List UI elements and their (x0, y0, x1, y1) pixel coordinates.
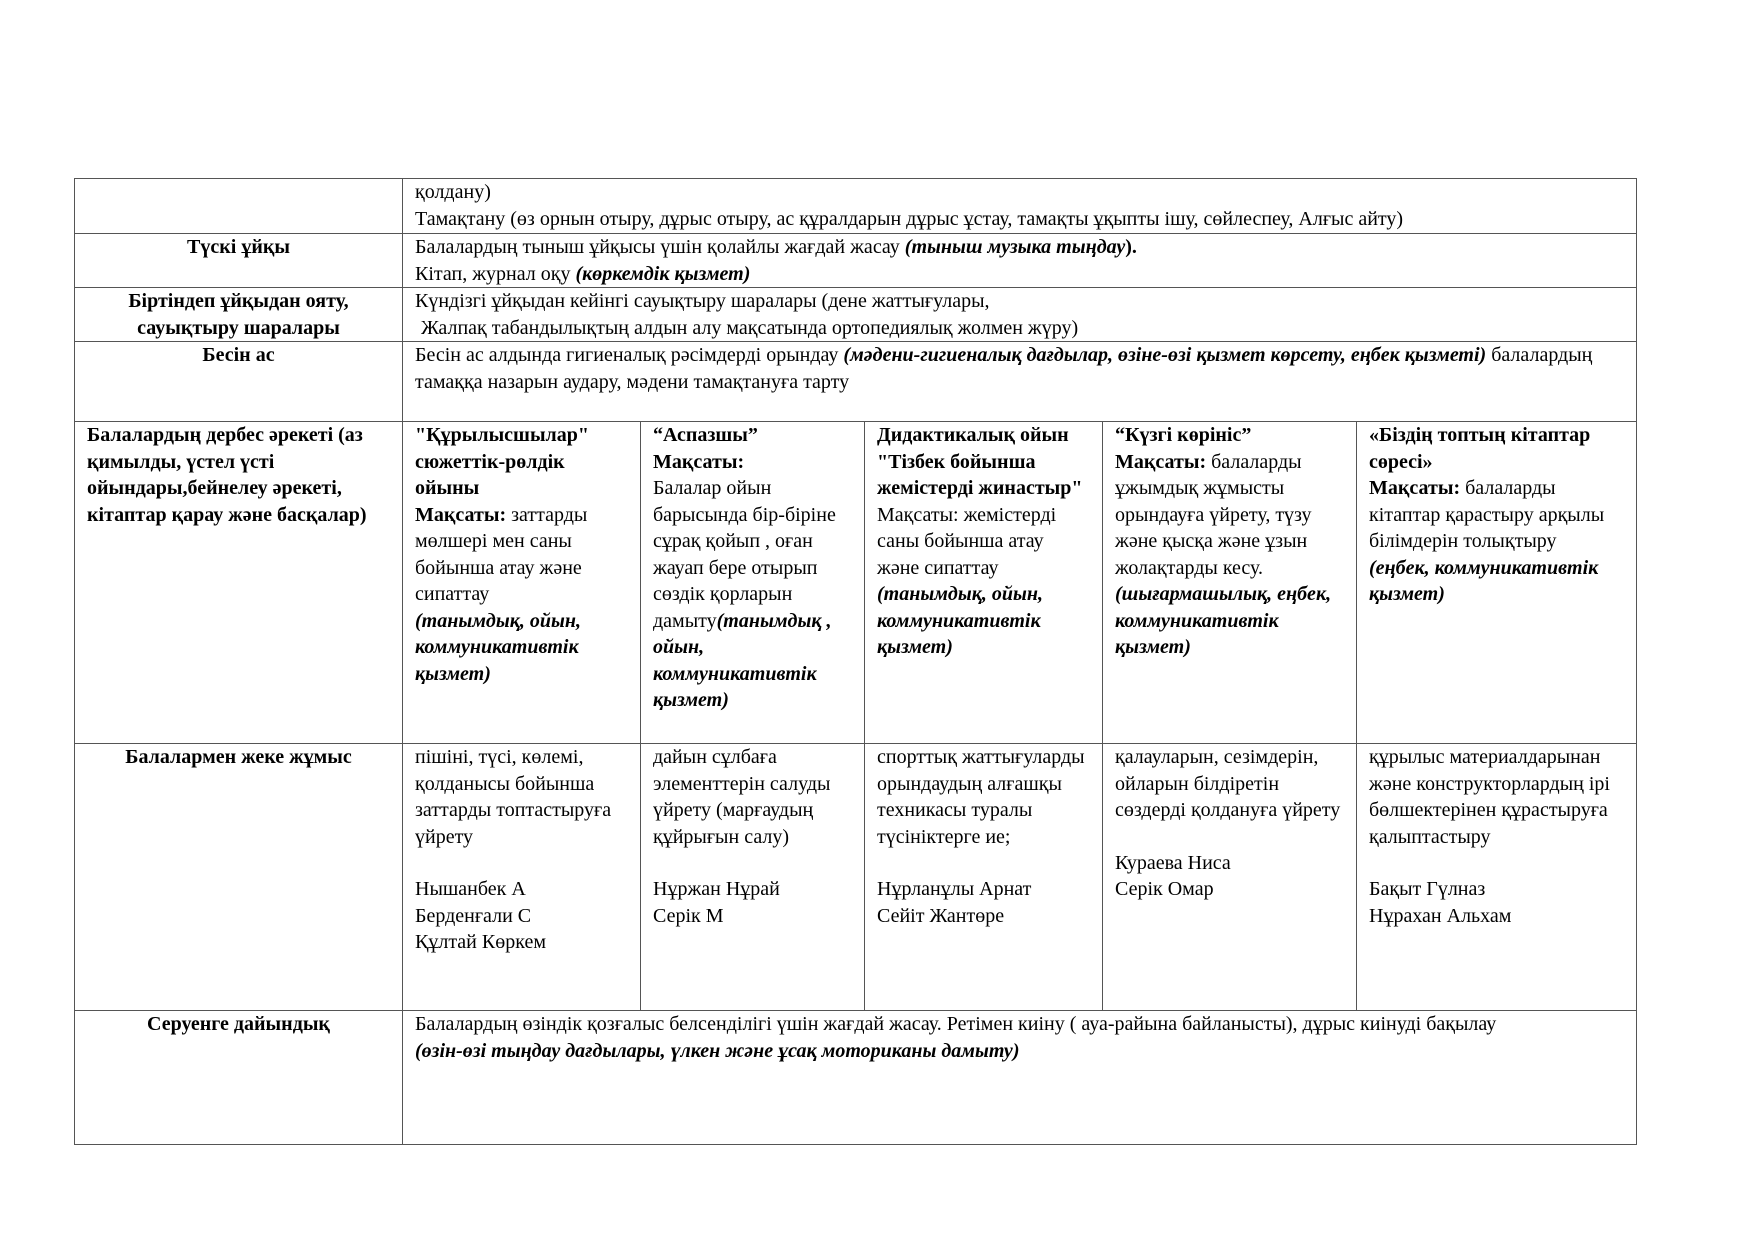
activity-3-title: Дидактикалық ойын "Тізбек бойынша жемістерді жинастыр" (877, 424, 1083, 499)
snack-activity: (мәдени-гигиеналық дағдылар, өзіне-өзі қызмет көрсету, еңбек қызметі) (843, 344, 1487, 366)
individual-2-task: дайын сұлбаға элементтерін салуды үйрету (марғаудың құйрығын салу) (653, 746, 831, 848)
activity-col-4 (1103, 422, 1357, 744)
individual-4-name-2: Серік Омар (1115, 878, 1214, 900)
nap-line2-text: Кітап, журнал оқу (415, 262, 576, 285)
activity-3-tags: (танымдық, ойын, коммуникативтік қызмет) (877, 583, 1043, 658)
row-meal (75, 179, 1637, 234)
row-label-meal (75, 179, 403, 234)
individual-col-5 (1357, 744, 1637, 1011)
activity-col-1 (403, 422, 641, 744)
wake-content (403, 288, 1637, 342)
snack-text: Бесін ас алдында гигиеналық рәсімдерді орындау (415, 344, 844, 366)
activity-1-tags: (танымдық, ойын, коммуникативтік қызмет) (415, 609, 581, 685)
activity-1-goal-text: заттарды мөлшері мен саны бойынша атау және сипаттау (415, 503, 588, 605)
snack-text2: балалардың тамаққа назарын аудару, мәдени тамақтануға тарту (415, 344, 1593, 393)
row-label-activity: Балалардың дербес әрекеті (аз қимылды, үстел үсті ойындары,бейнелеу әрекеті, кітаптар қарау және басқалар) (75, 422, 403, 744)
nap-line1-end: ). (1125, 236, 1137, 258)
row-label-snack: Бесін ас (75, 342, 403, 422)
wake-line2: Жалпақ табандылықтың алдын алу мақсатында ортопедиялық жолмен жүру) (421, 316, 1079, 339)
row-snack (75, 342, 1637, 422)
nap-line1-activity: (тыныш музыка тыңдау (904, 236, 1126, 258)
row-nap (75, 234, 1637, 288)
row-wake (75, 288, 1637, 342)
row-label-nap: Түскі ұйқы (75, 234, 403, 288)
row-activity (75, 422, 1637, 744)
individual-3-task: спорттық жаттығуларды орындаудың алғашқы техникасы туралы түсініктерге ие; (877, 746, 1085, 848)
walk-text: Балалардың өзіндік қозғалыс белсенділігі үшін жағдай жасау. Ретімен киіну ( ауа-райына байланысты), дұрыс киінуді бақылау (415, 1013, 1497, 1035)
row-label-wake: Біртіндеп ұйқыдан ояту, сауықтыру шаралары (75, 288, 403, 342)
activity-2-title: “Аспазшы” (653, 424, 758, 446)
activity-col-5 (1357, 422, 1637, 744)
snack-content (403, 342, 1637, 422)
individual-1-task: пішіні, түсі, көлемі, қолданысы бойынша заттарды топтастыруға үйрету (415, 746, 612, 848)
individual-5-name-2: Нұрахан Альхам (1369, 904, 1512, 927)
activity-5-goal-text: балаларды кітаптар қарастыру арқылы білімдерін толықтыру (1369, 477, 1605, 552)
row-label-individual: Балалармен жеке жұмыс (75, 744, 403, 1011)
activity-5-goal (1369, 475, 1624, 555)
activity-5-tags: (еңбек, коммуникативтік қызмет) (1369, 556, 1599, 605)
individual-4-task: қалауларын, сезімдерін, ойларын білдіретін сөздерді қолдануға үйрету (1115, 746, 1341, 821)
meal-line2: Тамақтану (өз орнын отыру, дұрыс отыру, ас құралдарын дұрыс ұстау, тамақты ұқыпты ішу, сөйлеспеу, Алғыс айту) (415, 207, 1404, 230)
activity-4-goal-label: Мақсаты: (1115, 450, 1207, 473)
activity-col-2 (641, 422, 865, 744)
activity-4-goal-text: балаларды ұжымдық жұмысты орындауға үйрету, түзу және қысқа және ұзын жолақтарды кесу. (1115, 450, 1312, 579)
activity-1-title: "Құрылысшылар" сюжеттік-рөлдік ойыны (415, 424, 590, 499)
row-label-walk: Серуенге дайындық (75, 1011, 403, 1145)
meal-line1: қолдану) (415, 181, 491, 203)
nap-line2 (415, 261, 1624, 288)
activity-4-title: “Күзгі көрініс” (1115, 424, 1252, 446)
activity-3-goal: Мақсаты: жемістерді саны бойынша атау және сипаттау (877, 503, 1057, 579)
nap-content (403, 234, 1637, 288)
individual-col-1 (403, 744, 641, 1011)
nap-line1-text: Балалардың тыныш ұйқысы үшін қолайлы жағдай жасау (415, 236, 905, 258)
individual-1-name-3: Құлтай Көркем (415, 931, 546, 953)
walk-content (403, 1011, 1637, 1145)
individual-3-name-2: Сейіт Жантөре (877, 904, 1005, 927)
nap-line1 (415, 234, 1624, 261)
activity-2-goal (653, 475, 852, 714)
individual-3-name-1: Нұрланұлы Арнат (877, 878, 1032, 900)
row-individual (75, 744, 1637, 1011)
walk-activity: (өзін-өзі тыңдау дағдылары, үлкен және ұсақ моториканы дамыту) (415, 1039, 1020, 1062)
wake-line1: Күндізгі ұйқыдан кейінгі сауықтыру шаралары (дене жаттығулары, (415, 290, 990, 312)
individual-2-name-1: Нұржан Нұрай (653, 878, 780, 900)
activity-2-tags: (танымдық , ойын, коммуникативтік қызмет) (653, 609, 832, 711)
individual-2-name-2: Серік М (653, 904, 724, 927)
individual-1-name-2: Берденғали С (415, 904, 532, 927)
individual-col-2 (641, 744, 865, 1011)
nap-line2-activity: (көркемдік қызмет) (575, 262, 751, 285)
row-walk (75, 1011, 1637, 1145)
individual-col-4 (1103, 744, 1357, 1011)
activity-5-goal-label: Мақсаты: (1369, 477, 1461, 499)
individual-5-name-1: Бақыт Гүлназ (1369, 878, 1486, 900)
activity-col-3 (865, 422, 1103, 744)
activity-1-goal (415, 502, 628, 608)
activity-4-tags: (шығармашылық, еңбек, коммуникативтік қызмет) (1115, 583, 1332, 658)
individual-col-3 (865, 744, 1103, 1011)
individual-4-name-1: Кураева Ниса (1115, 851, 1231, 874)
activity-1-goal-label: Мақсаты: (415, 503, 507, 526)
individual-5-task: құрылыс материалдарынан және конструкторлардың ірі бөлшектерінен құрастыруға қалыптастыру (1369, 746, 1610, 848)
activity-2-goal-text: Балалар ойын барысында бір-біріне сұрақ қойып , оған жауап бере отырып сөздік қорларын дамыту (653, 477, 836, 632)
activity-2-goal-label: Мақсаты: (653, 450, 745, 473)
activity-4-goal (1115, 449, 1344, 582)
meal-content (403, 179, 1637, 234)
activity-5-title: «Біздің топтың кітаптар сөресі» (1369, 424, 1591, 473)
daily-plan-table (74, 178, 1637, 1145)
individual-1-name-1: Нышанбек А (415, 878, 526, 900)
